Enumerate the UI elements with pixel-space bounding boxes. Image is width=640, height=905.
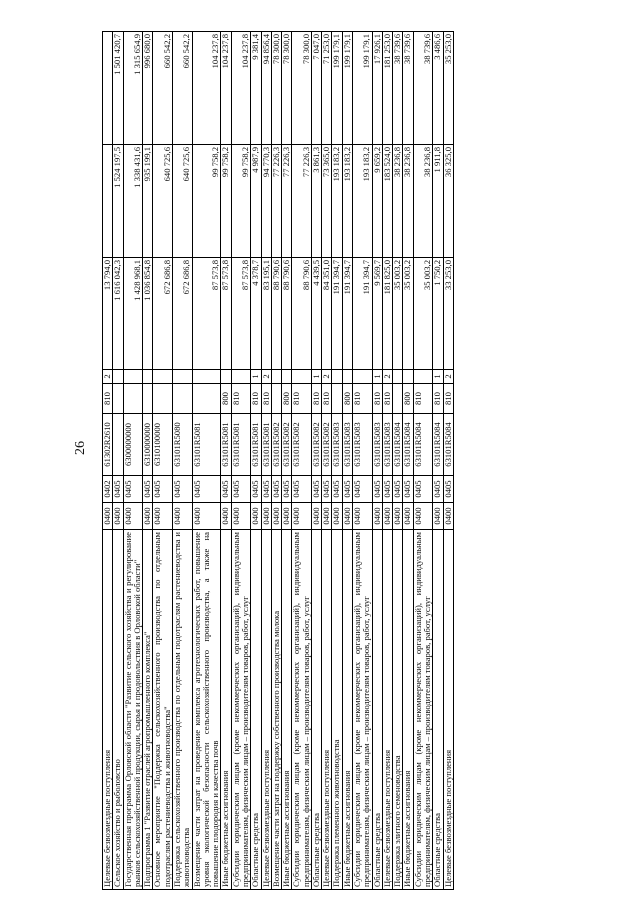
amount-year3-cell: 181 253,0	[382, 32, 392, 145]
section-code-cell: 0400	[382, 503, 392, 530]
source-code-cell	[413, 370, 433, 384]
table-row	[443, 32, 453, 890]
expense-type-cell	[332, 384, 342, 414]
amount-year2-cell: 193 183,2	[353, 145, 373, 258]
row-name-cell: Целевые безвозмездные поступления	[382, 530, 392, 890]
amount-year2-cell: 9 659,2	[372, 145, 382, 258]
source-code-cell	[292, 370, 312, 384]
row-name-cell: Областные средства	[372, 530, 382, 890]
target-article-cell: 63101R5083	[353, 414, 373, 476]
table-row	[261, 32, 271, 890]
section-code-cell: 0400	[433, 503, 443, 530]
amount-year1-cell: 87 573,8	[192, 258, 221, 370]
expense-type-cell: 810	[292, 384, 312, 414]
row-name-cell: Целевые безвозмездные поступления	[261, 530, 271, 890]
target-article-cell: 61302R2610	[103, 414, 113, 476]
table-row	[433, 32, 443, 890]
source-code-cell	[192, 370, 221, 384]
target-article-cell: 6300000000	[123, 414, 143, 476]
source-code-cell: 2	[322, 370, 332, 384]
amount-year3-cell: 104 237,8	[231, 32, 251, 145]
expense-type-cell	[143, 384, 153, 414]
row-name-cell: Областные средства	[433, 530, 443, 890]
row-name-cell: Иные бюджетные ассигнования	[282, 530, 292, 890]
amount-year3-cell: 38 739,6	[403, 32, 413, 145]
amount-year2-cell: 38 236,8	[393, 145, 403, 258]
table-row	[271, 32, 281, 890]
source-code-cell	[113, 370, 123, 384]
row-name-cell: Возмещение части затрат на поддержку собственного производства молока	[271, 530, 281, 890]
page-number: 26	[73, 441, 88, 455]
expense-type-cell	[123, 384, 143, 414]
amount-year3-cell: 996 680,0	[143, 32, 153, 145]
section-code-cell: 0400	[153, 503, 173, 530]
section-code-cell: 0400	[403, 503, 413, 530]
row-name-cell: Поддержка элитного семеноводства	[393, 530, 403, 890]
subsection-code-cell: 0405	[382, 476, 392, 503]
expense-type-cell: 810	[413, 384, 433, 414]
subsection-code-cell: 0405	[353, 476, 373, 503]
subsection-code-cell: 0405	[221, 476, 231, 503]
target-article-cell: 63101R5083	[332, 414, 342, 476]
amount-year3-cell: 1 315 654,9	[123, 32, 143, 145]
amount-year3-cell: 7 047,0	[311, 32, 321, 145]
amount-year2-cell: 193 183,2	[342, 145, 352, 258]
table-row	[153, 32, 173, 890]
subsection-code-cell: 0405	[113, 476, 123, 503]
expense-type-cell: 810	[103, 384, 113, 414]
amount-year2-cell	[103, 145, 113, 258]
source-code-cell: 2	[261, 370, 271, 384]
source-code-cell	[143, 370, 153, 384]
source-code-cell	[342, 370, 352, 384]
target-article-cell: 63101R5082	[282, 414, 292, 476]
amount-year3-cell: 38 739,6	[393, 32, 403, 145]
target-article-cell: 63101R5082	[322, 414, 332, 476]
subsection-code-cell: 0405	[153, 476, 173, 503]
expense-type-cell	[153, 384, 173, 414]
subsection-code-cell: 0405	[292, 476, 312, 503]
row-name-cell: Иные бюджетные ассигнования	[342, 530, 352, 890]
amount-year3-cell: 199 179,1	[332, 32, 342, 145]
budget-table-body	[103, 32, 454, 890]
target-article-cell: 63101R5081	[231, 414, 251, 476]
expense-type-cell	[271, 384, 281, 414]
amount-year2-cell: 1 338 431,6	[123, 145, 143, 258]
amount-year1-cell: 1 750,2	[433, 258, 443, 370]
section-code-cell: 0400	[143, 503, 153, 530]
section-code-cell: 0400	[261, 503, 271, 530]
amount-year1-cell: 87 573,8	[231, 258, 251, 370]
source-code-cell	[403, 370, 413, 384]
subsection-code-cell: 0405	[311, 476, 321, 503]
section-code-cell: 0400	[251, 503, 261, 530]
row-name-cell: Субсидии юридическим лицам (кроме некоммерческих организаций), индивидуальным предпринимателям, физическим лицам – производителям товаров, работ, услуг	[231, 530, 251, 890]
target-article-cell: 63101R5084	[443, 414, 453, 476]
expense-type-cell: 810	[311, 384, 321, 414]
subsection-code-cell: 0405	[393, 476, 403, 503]
expense-type-cell: 810	[322, 384, 332, 414]
amount-year1-cell: 13 794,0	[103, 258, 113, 370]
source-code-cell: 1	[311, 370, 321, 384]
subsection-code-cell: 0405	[261, 476, 271, 503]
amount-year1-cell: 9 569,7	[372, 258, 382, 370]
source-code-cell: 2	[103, 370, 113, 384]
amount-year3-cell: 9 381,4	[251, 32, 261, 145]
amount-year3-cell: 78 300,0	[271, 32, 281, 145]
source-code-cell	[123, 370, 143, 384]
expense-type-cell: 810	[251, 384, 261, 414]
table-row	[311, 32, 321, 890]
expense-type-cell: 810	[372, 384, 382, 414]
amount-year2-cell: 99 758,2	[192, 145, 221, 258]
source-code-cell	[221, 370, 231, 384]
amount-year2-cell: 77 226,3	[292, 145, 312, 258]
amount-year1-cell: 88 790,6	[271, 258, 281, 370]
source-code-cell: 1	[251, 370, 261, 384]
target-article-cell: 63101R5083	[382, 414, 392, 476]
row-name-cell: Основное мероприятие "Поддержка сельскохозяйственного производства по отдельным подотраслям растениеводства и животноводства"	[153, 530, 173, 890]
amount-year3-cell: 660 542,2	[172, 32, 192, 145]
target-article-cell: 63101R5083	[342, 414, 352, 476]
amount-year1-cell: 35 003,2	[393, 258, 403, 370]
target-article-cell: 63101R5082	[292, 414, 312, 476]
table-row	[172, 32, 192, 890]
row-name-cell: Поддержка племенного животноводства	[332, 530, 342, 890]
row-name-cell: Возмещение части затрат на проведение комплекса агротехнологических работ, повышение уровня экологической безопасности сельскохозяйственного производства, а также на повышение плодородия и качества почв	[192, 530, 221, 890]
table-row	[221, 32, 231, 890]
target-article-cell: 63101R5084	[403, 414, 413, 476]
amount-year3-cell: 104 237,8	[221, 32, 231, 145]
amount-year1-cell: 84 351,0	[322, 258, 332, 370]
amount-year2-cell: 77 226,3	[282, 145, 292, 258]
expense-type-cell	[393, 384, 403, 414]
amount-year3-cell: 199 179,1	[342, 32, 352, 145]
amount-year2-cell: 3 861,3	[311, 145, 321, 258]
expense-type-cell: 810	[433, 384, 443, 414]
table-row	[332, 32, 342, 890]
rotated-page	[102, 32, 454, 890]
source-code-cell: 2	[443, 370, 453, 384]
expense-type-cell: 810	[261, 384, 271, 414]
amount-year1-cell: 4 378,7	[251, 258, 261, 370]
expense-type-cell: 800	[342, 384, 352, 414]
row-name-cell: Субсидии юридическим лицам (кроме некоммерческих организаций), индивидуальным предпринимателям, физическим лицам – производителям товаров, работ, услуг	[413, 530, 433, 890]
amount-year2-cell: 1 911,8	[433, 145, 443, 258]
amount-year1-cell: 1 616 042,3	[113, 258, 123, 370]
row-name-cell: Подпрограмма 1 "Развитие отраслей агропромышленного комплекса"	[143, 530, 153, 890]
expense-type-cell: 810	[382, 384, 392, 414]
section-code-cell: 0400	[311, 503, 321, 530]
row-name-cell: Областные средства	[251, 530, 261, 890]
row-name-cell: Поддержка сельскохозяйственного производства по отдельным подотраслям растениеводства и животноводства	[172, 530, 192, 890]
amount-year2-cell: 38 236,8	[403, 145, 413, 258]
amount-year2-cell: 640 725,6	[172, 145, 192, 258]
subsection-code-cell: 0405	[192, 476, 221, 503]
section-code-cell: 0400	[123, 503, 143, 530]
table-row	[403, 32, 413, 890]
amount-year1-cell: 672 686,8	[153, 258, 173, 370]
source-code-cell: 2	[382, 370, 392, 384]
expense-type-cell: 810	[231, 384, 251, 414]
amount-year3-cell: 1 501 420,7	[113, 32, 123, 145]
table-row	[292, 32, 312, 890]
section-code-cell: 0400	[282, 503, 292, 530]
row-name-cell: Сельское хозяйство и рыболовство	[113, 530, 123, 890]
table-row	[382, 32, 392, 890]
expense-type-cell: 810	[443, 384, 453, 414]
subsection-code-cell: 0405	[443, 476, 453, 503]
amount-year3-cell: 71 253,0	[322, 32, 332, 145]
subsection-code-cell: 0402	[103, 476, 113, 503]
target-article-cell	[113, 414, 123, 476]
amount-year1-cell: 191 394,7	[342, 258, 352, 370]
target-article-cell: 63101R5084	[433, 414, 443, 476]
table-row	[372, 32, 382, 890]
source-code-cell	[393, 370, 403, 384]
section-code-cell: 0400	[271, 503, 281, 530]
row-name-cell: Субсидии юридическим лицам (кроме некоммерческих организаций), индивидуальным предпринимателям, физическим лицам – производителям товаров, работ, услуг	[292, 530, 312, 890]
row-name-cell: Субсидии юридическим лицам (кроме некоммерческих организаций), индивидуальным предпринимателям, физическим лицам – производителям товаров, работ, услуг	[353, 530, 373, 890]
target-article-cell: 63101R5081	[192, 414, 221, 476]
source-code-cell	[282, 370, 292, 384]
amount-year2-cell: 193 183,2	[332, 145, 342, 258]
amount-year2-cell: 935 199,1	[143, 145, 153, 258]
amount-year1-cell: 35 003,2	[413, 258, 433, 370]
expense-type-cell: 800	[221, 384, 231, 414]
target-article-cell: 6310100000	[153, 414, 173, 476]
expense-type-cell: 800	[282, 384, 292, 414]
section-code-cell: 0400	[372, 503, 382, 530]
section-code-cell: 0400	[342, 503, 352, 530]
amount-year1-cell: 1 036 854,8	[143, 258, 153, 370]
budget-table	[102, 31, 454, 890]
amount-year2-cell: 99 758,2	[231, 145, 251, 258]
expense-type-cell: 800	[403, 384, 413, 414]
amount-year1-cell: 672 686,8	[172, 258, 192, 370]
section-code-cell: 0400	[113, 503, 123, 530]
table-row	[353, 32, 373, 890]
source-code-cell	[153, 370, 173, 384]
subsection-code-cell: 0405	[251, 476, 261, 503]
row-name-cell: Областные средства	[311, 530, 321, 890]
section-code-cell: 0400	[231, 503, 251, 530]
amount-year3-cell: 35 253,0	[443, 32, 453, 145]
amount-year2-cell: 36 325,0	[443, 145, 453, 258]
target-article-cell: 6310000000	[143, 414, 153, 476]
table-row	[103, 32, 113, 890]
subsection-code-cell: 0405	[403, 476, 413, 503]
subsection-code-cell: 0405	[332, 476, 342, 503]
section-code-cell: 0400	[332, 503, 342, 530]
amount-year2-cell: 77 226,3	[271, 145, 281, 258]
amount-year3-cell	[103, 32, 113, 145]
table-row	[413, 32, 433, 890]
target-article-cell: 63101R5082	[271, 414, 281, 476]
table-row	[231, 32, 251, 890]
section-code-cell: 0400	[221, 503, 231, 530]
table-row	[113, 32, 123, 890]
subsection-code-cell: 0405	[172, 476, 192, 503]
row-name-cell: Целевые безвозмездные поступления	[322, 530, 332, 890]
expense-type-cell	[113, 384, 123, 414]
row-name-cell: Целевые безвозмездные поступления	[443, 530, 453, 890]
source-code-cell	[353, 370, 373, 384]
source-code-cell	[332, 370, 342, 384]
amount-year3-cell: 94 856,4	[261, 32, 271, 145]
amount-year1-cell: 191 394,7	[353, 258, 373, 370]
row-name-cell: Иные бюджетные ассигнования	[221, 530, 231, 890]
amount-year1-cell: 1 428 968,1	[123, 258, 143, 370]
subsection-code-cell: 0405	[271, 476, 281, 503]
subsection-code-cell: 0405	[413, 476, 433, 503]
amount-year3-cell: 104 237,8	[192, 32, 221, 145]
amount-year1-cell: 88 790,6	[282, 258, 292, 370]
target-article-cell: 63101R5083	[372, 414, 382, 476]
subsection-code-cell: 0405	[143, 476, 153, 503]
amount-year3-cell: 3 486,6	[433, 32, 443, 145]
target-article-cell: 63101R5084	[393, 414, 403, 476]
source-code-cell	[271, 370, 281, 384]
source-code-cell	[231, 370, 251, 384]
section-code-cell: 0400	[292, 503, 312, 530]
table-row	[342, 32, 352, 890]
amount-year3-cell: 78 300,0	[282, 32, 292, 145]
subsection-code-cell: 0405	[123, 476, 143, 503]
subsection-code-cell: 0405	[433, 476, 443, 503]
row-name-cell: Иные бюджетные ассигнования	[403, 530, 413, 890]
target-article-cell: 63101R5081	[261, 414, 271, 476]
amount-year2-cell: 4 987,9	[251, 145, 261, 258]
expense-type-cell: 810	[353, 384, 373, 414]
section-code-cell: 0400	[413, 503, 433, 530]
table-row	[123, 32, 143, 890]
target-article-cell: 63101R5080	[172, 414, 192, 476]
amount-year1-cell: 181 825,0	[382, 258, 392, 370]
target-article-cell: 63101R5084	[413, 414, 433, 476]
section-code-cell: 0400	[322, 503, 332, 530]
subsection-code-cell: 0405	[282, 476, 292, 503]
section-code-cell: 0400	[443, 503, 453, 530]
table-row	[192, 32, 221, 890]
amount-year3-cell: 660 542,2	[153, 32, 173, 145]
table-row	[143, 32, 153, 890]
table-row	[322, 32, 332, 890]
amount-year1-cell: 191 394,7	[332, 258, 342, 370]
amount-year3-cell: 199 179,1	[353, 32, 373, 145]
source-code-cell: 1	[433, 370, 443, 384]
amount-year1-cell: 83 195,1	[261, 258, 271, 370]
amount-year3-cell: 78 300,0	[292, 32, 312, 145]
section-code-cell: 0400	[393, 503, 403, 530]
amount-year2-cell: 640 725,6	[153, 145, 173, 258]
table-row	[282, 32, 292, 890]
section-code-cell: 0400	[172, 503, 192, 530]
subsection-code-cell: 0405	[342, 476, 352, 503]
expense-type-cell	[172, 384, 192, 414]
amount-year1-cell: 88 790,6	[292, 258, 312, 370]
row-name-cell: Государственная программа Орловской области "Развитие сельского хозяйства и регулирование рынков сельскохозяйственной продукции, сырья и продовольствия в Орловской области"	[123, 530, 143, 890]
table-row	[393, 32, 403, 890]
amount-year2-cell: 99 758,2	[221, 145, 231, 258]
amount-year1-cell: 87 573,8	[221, 258, 231, 370]
amount-year1-cell: 35 003,2	[403, 258, 413, 370]
row-name-cell: Целевые безвозмездные поступления	[103, 530, 113, 890]
amount-year1-cell: 4 439,5	[311, 258, 321, 370]
source-code-cell: 1	[372, 370, 382, 384]
target-article-cell: 63101R5081	[251, 414, 261, 476]
subsection-code-cell: 0405	[322, 476, 332, 503]
amount-year2-cell: 94 770,3	[261, 145, 271, 258]
section-code-cell: 0400	[353, 503, 373, 530]
amount-year3-cell: 17 926,1	[372, 32, 382, 145]
target-article-cell: 63101R5082	[311, 414, 321, 476]
amount-year2-cell: 38 236,8	[413, 145, 433, 258]
subsection-code-cell: 0405	[372, 476, 382, 503]
expense-type-cell	[192, 384, 221, 414]
subsection-code-cell: 0405	[231, 476, 251, 503]
table-row	[251, 32, 261, 890]
target-article-cell: 63101R5081	[221, 414, 231, 476]
amount-year3-cell: 38 739,6	[413, 32, 433, 145]
section-code-cell: 0400	[192, 503, 221, 530]
amount-year1-cell: 33 253,0	[443, 258, 453, 370]
section-code-cell: 0400	[103, 503, 113, 530]
source-code-cell	[172, 370, 192, 384]
amount-year2-cell: 1 524 197,5	[113, 145, 123, 258]
amount-year2-cell: 73 365,0	[322, 145, 332, 258]
amount-year2-cell: 183 524,0	[382, 145, 392, 258]
